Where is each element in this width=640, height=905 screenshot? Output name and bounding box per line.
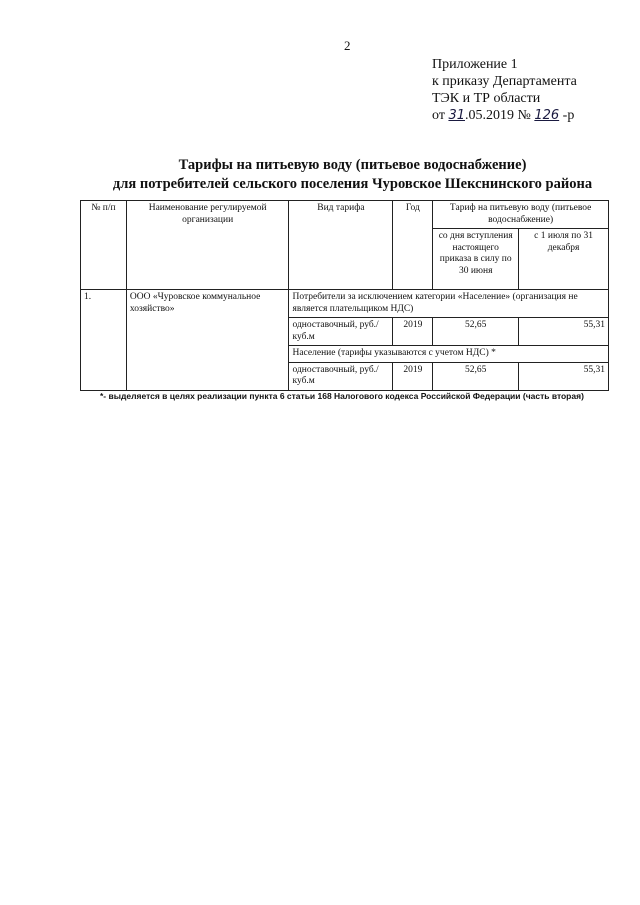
date-rest: .05.2019 № (464, 108, 531, 123)
group-2-year: 2019 (393, 362, 433, 390)
footnote: *- выделяется в целях реализации пункта 6 статьи 168 Налогового кодекса Российской Федерации (часть вторая) (100, 391, 584, 401)
page-number: 2 (344, 38, 351, 53)
header-tariff-type: Вид тарифа (289, 201, 393, 290)
group-1-value-1: 52,65 (433, 318, 519, 346)
group-2-tariff-type: одноставочный, руб./куб.м (289, 362, 393, 390)
header-tariff-group: Тариф на питьевую воду (питьевое водоснабжение) (433, 201, 609, 229)
header-num: № п/п (81, 201, 127, 290)
group-1-tariff-type: одноставочный, руб./куб.м (289, 318, 393, 346)
table-header-row (81, 201, 609, 229)
group-1-label: Потребители за исключением категории «Население» (организация не является плательщиком НДС) (289, 290, 609, 318)
header-year: Год (393, 201, 433, 290)
handwritten-day: 31 (448, 108, 465, 123)
header-org: Наименование регулируемой организации (126, 201, 289, 290)
header-period-1: со дня вступления настоящего приказа в силу по 30 июня (433, 229, 519, 290)
appendix-line-2: к приказу Департамента (432, 74, 577, 89)
tariff-table (80, 200, 609, 391)
document-title (90, 156, 615, 194)
group-1-year: 2019 (393, 318, 433, 346)
group-2-value-1: 52,65 (433, 362, 519, 390)
appendix-line-3: ТЭК и ТР области (432, 91, 541, 106)
order-date-line (432, 107, 577, 124)
group-1-value-2: 55,31 (519, 318, 609, 346)
appendix-block (432, 56, 577, 124)
org-name: ООО «Чуровское коммунальное хозяйство» (126, 290, 289, 391)
title-line-2: для потребителей сельского поселения Чуровское Шекснинского района (112, 176, 593, 192)
group-2-value-2: 55,31 (519, 362, 609, 390)
title-line-1: Тарифы на питьевую воду (питьевое водоснабжение) (178, 157, 527, 173)
handwritten-order-number: 126 (534, 108, 560, 123)
table-row (81, 290, 609, 318)
date-prefix: от (432, 108, 445, 123)
appendix-line-1: Приложение 1 (432, 57, 518, 72)
group-2-label: Население (тарифы указываются с учетом НДС) * (289, 346, 609, 363)
order-suffix: -р (562, 108, 575, 123)
header-period-2: с 1 июля по 31 декабря (519, 229, 609, 290)
row-number: 1. (81, 290, 127, 391)
